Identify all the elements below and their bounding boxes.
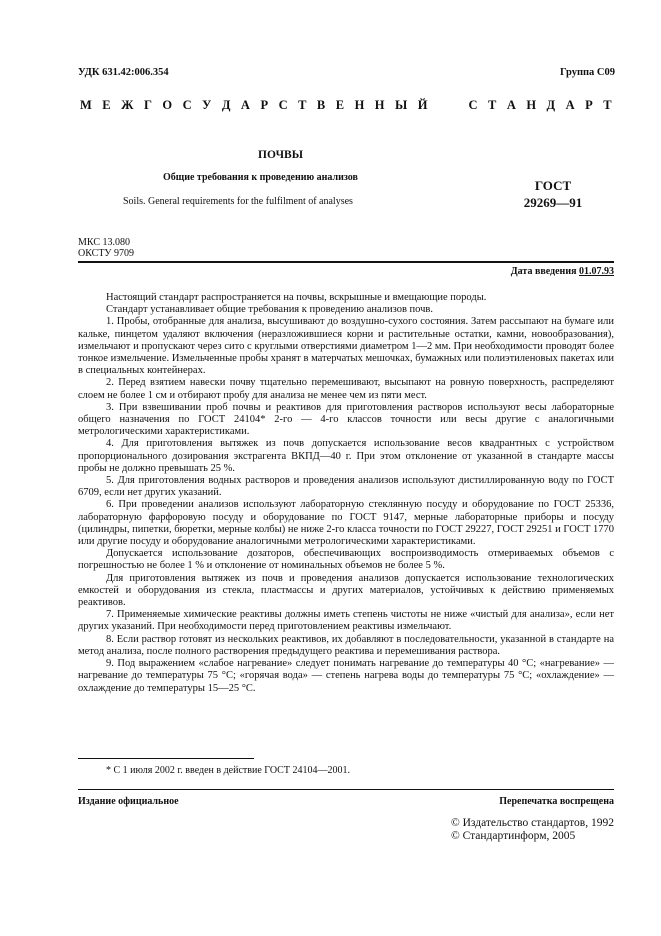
- paragraph: 2. Перед взятием навески почву тщательно перемешивают, высыпают на ровную поверхность, распределяют слоем не более 1 см и отбирают пробу для анализа не менее чем из пяти мест.: [78, 377, 614, 401]
- gost-designation: [508, 177, 598, 211]
- reprint-prohibited-label: Перепечатка воспрещена: [499, 796, 614, 807]
- paragraph: 8. Если раствор готовят из нескольких реактивов, их добавляют в последовательности, указанной в стандарте на метод анализа, после полного растворения предыдущего реактива и перемешивания раствора.: [78, 633, 614, 657]
- banner-letter: О: [162, 98, 173, 112]
- gost-number: 29269—91: [523, 195, 583, 210]
- paragraph: 4. Для приготовления вытяжек из почв допускается использование весов квадрантных с устройством пропорционального дозирования экстрагента ВКПД—40 г. При этом отклонение от указанной в стандарте массы пробы не должно превышать 25 %.: [78, 438, 614, 474]
- mks-code: МКС 13.080: [78, 237, 130, 248]
- banner-letter: Н: [374, 98, 385, 112]
- official-edition-label: Издание официальное: [78, 796, 179, 807]
- banner-letter: Т: [603, 98, 612, 112]
- paragraph: Для приготовления вытяжек из почв и проведения анализов допускается использование технологических емкостей и оборудования из стекла, пластмассы и других материалов, устойчивых к действию применяемых реактивов.: [78, 572, 614, 609]
- banner-letter: С: [468, 98, 478, 112]
- paragraph: Настоящий стандарт распространяется на почвы, вскрышные и вмещающие породы.: [106, 292, 487, 303]
- banner-letter: Р: [585, 98, 593, 112]
- banner-letter: Ы: [395, 98, 408, 112]
- paragraph: 5. Для приготовления водных растворов и проведения анализов используют дистиллированную воду по ГОСТ 6709, если нет других указаний.: [78, 475, 614, 499]
- bottom-rule: [78, 789, 614, 790]
- okstu-code: ОКСТУ 9709: [78, 248, 135, 259]
- banner-letter: А: [565, 98, 575, 112]
- document-title: ПОЧВЫ: [258, 149, 304, 161]
- udk-code: УДК 631.42:006.354: [78, 67, 169, 78]
- paragraph: Стандарт устанавливает общие требования к проведению анализов почв.: [106, 304, 434, 316]
- paragraph: 6. При проведении анализов используют лабораторную стеклянную посуду и оборудование по ГОСТ 25336, лабораторную фарфоровую посуду и оборудование по ГОСТ 9147, мерные лабораторные приборы и посуду (цилиндры, пипетки, бюретки, мерные колбы) не ниже 2-го класса точности по ГОСТ 29227, ГОСТ 29251 и ГОСТ 1770 или другие посуду и оборудование аналогичными метрологическими характеристиками.: [78, 499, 614, 548]
- banner-letter: Д: [546, 98, 556, 112]
- footnote: * С 1 июля 2002 г. введен в действие ГОСТ 24104—2001.: [106, 765, 350, 776]
- banner-letter: С: [278, 98, 288, 112]
- banner-letter: С: [182, 98, 192, 112]
- copyright-line: © Издательство стандартов, 1992: [450, 817, 614, 829]
- banner-letter: Е: [102, 98, 111, 112]
- interstate-standard-banner: [80, 98, 612, 113]
- paragraph: Допускается использование дозаторов, обеспечивающих воспроизводимость отмериваемых объемов с погрешностью не более 1 % и отклонение от номинальных объемов не более 5 %.: [78, 548, 614, 572]
- copyright-block: [451, 817, 614, 843]
- banner-letter: Н: [354, 98, 365, 112]
- english-title: Soils. General requirements for the fulfilment of analyses: [123, 196, 353, 207]
- classification-codes: [78, 237, 134, 259]
- copyright-line: © Стандартинформ, 2005: [450, 830, 576, 842]
- body-text: [78, 292, 614, 695]
- paragraph: 7. Применяемые химические реактивы должны иметь степень чистоты не ниже «чистый для анализа», если нет других указаний. При необходимости перед приготовлением реактивы измельчают.: [78, 609, 614, 633]
- banner-letter: Е: [335, 98, 345, 112]
- document-subtitle: Общие требования к проведению анализов: [163, 172, 358, 183]
- banner-letter: А: [240, 98, 250, 112]
- intro-date-label: Дата введения: [510, 266, 577, 277]
- group-code: Группа С09: [559, 67, 615, 78]
- banner-letter: У: [202, 98, 212, 112]
- banner-letter: М: [80, 98, 92, 112]
- banner-letter: Й: [417, 98, 428, 112]
- intro-date-value: 01.07.93: [579, 266, 614, 277]
- gost-label: ГОСТ: [534, 178, 572, 193]
- top-rule: [78, 261, 614, 263]
- paragraph: 9. Под выражением «слабое нагревание» следует понимать нагревание до температуры 40 °С; «нагревание» — нагревание до температуры 75 °С; «горячая вода» — степень нагрева воды до температуры 75 °С; «охлаждение» — охлаждение до температуры 15—25 °С.: [78, 658, 614, 694]
- banner-letter: Т: [298, 98, 307, 112]
- introduction-date: [511, 266, 614, 277]
- banner-gap: [438, 98, 458, 113]
- paragraph: 3. При взвешивании проб почвы и реактивов для приготовления растворов используют весы лабораторные общего назначения по ГОСТ 24104* 2-го — 4-го классов точности или весы другие с аналогичными метрологическими характеристиками.: [78, 401, 614, 438]
- banner-letter: Г: [143, 98, 152, 112]
- footnote-rule: [78, 758, 254, 759]
- banner-letter: А: [506, 98, 516, 112]
- banner-letter: В: [316, 98, 326, 112]
- banner-letter: Ж: [121, 98, 134, 112]
- banner-letter: Д: [221, 98, 231, 112]
- banner-letter: Т: [487, 98, 497, 112]
- banner-letter: Н: [526, 98, 537, 112]
- banner-letter: Р: [260, 98, 269, 112]
- paragraph: 1. Пробы, отобранные для анализа, высушивают до воздушно-сухого состояния. Затем рассыпают на бумаге или кальке, пинцетом удаляют включения (неразложившиеся корни и растительные остатки, камни, новообразования), измельчают и пропускают через сито с круглыми отверстиями диаметром 1—2 мм. При необходимости проводят более тонкое измельчение. Измельченные пробы хранят в матерчатых мешочках, бумажных или полиэтиленовых пакетах или в специальных контейнерах.: [78, 316, 614, 377]
